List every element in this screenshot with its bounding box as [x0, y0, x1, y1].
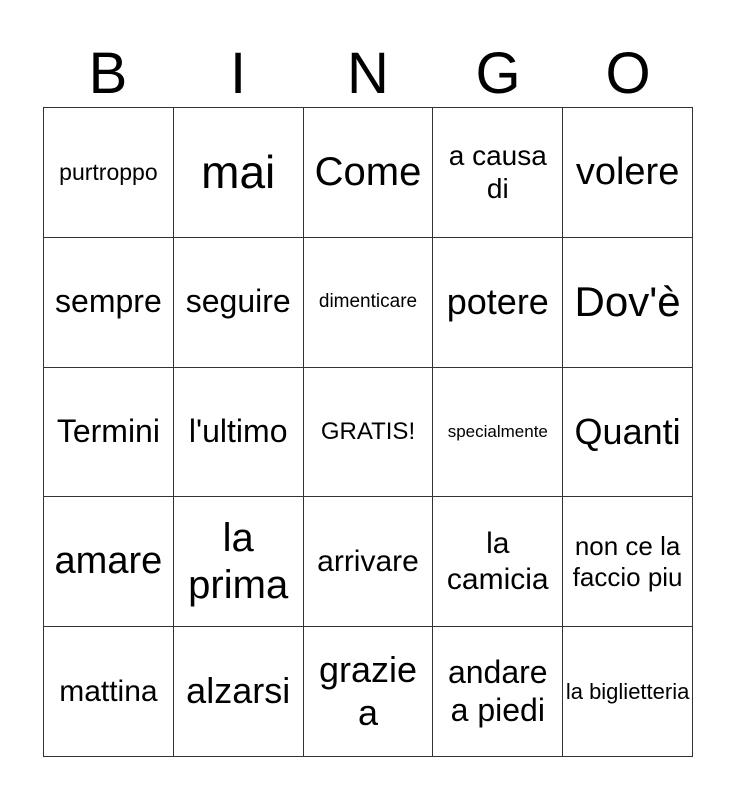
bingo-cell[interactable] [174, 627, 304, 757]
bingo-cell[interactable] [304, 627, 434, 757]
header-letter-o: O [605, 41, 651, 106]
bingo-cell[interactable] [433, 368, 563, 498]
bingo-cell[interactable] [433, 108, 563, 238]
bingo-cell-text: dimenticare [318, 290, 418, 312]
bingo-cell[interactable] [174, 238, 304, 368]
bingo-cell-text: Dov'è [574, 278, 681, 326]
bingo-cell-text: non ce la faccio piu [572, 531, 683, 592]
bingo-cell[interactable] [304, 497, 434, 627]
bingo-cell-text: a causa di [448, 140, 547, 205]
bingo-cell[interactable] [304, 368, 434, 498]
bingo-cell-text: Come [314, 149, 422, 194]
bingo-cell-text: l'ultimo [188, 413, 288, 450]
header-letter-b: B [88, 41, 128, 106]
bingo-cell-text: la biglietteria [565, 678, 690, 704]
bingo-cell[interactable] [563, 368, 693, 498]
bingo-cell-text: potere [446, 280, 549, 322]
header-letter-n: N [347, 41, 389, 106]
bingo-cell-text: Termini [56, 413, 160, 450]
bingo-cell[interactable] [563, 108, 693, 238]
bingo-cell-text: seguire [185, 283, 291, 320]
bingo-cell-text: grazie a [318, 649, 418, 733]
bingo-cell-text: specialmente [447, 421, 548, 441]
bingo-cell-text: volere [575, 150, 680, 193]
bingo-cell[interactable] [174, 368, 304, 498]
bingo-cell-text: sempre [55, 283, 162, 320]
bingo-cell[interactable] [44, 368, 174, 498]
bingo-cell[interactable] [433, 497, 563, 627]
bingo-cell-text: la camicia [446, 527, 549, 596]
bingo-cell-text: GRATIS! [320, 417, 416, 445]
bingo-cell-text: Quanti [574, 410, 681, 452]
bingo-cell-text: la prima [188, 515, 289, 607]
bingo-cell[interactable] [563, 238, 693, 368]
header-letter-i: I [229, 41, 247, 106]
bingo-cell[interactable] [44, 627, 174, 757]
bingo-cell-text: amare [54, 540, 163, 583]
bingo-cell-text: andare a piedi [447, 653, 548, 728]
bingo-cell-text: alzarsi [186, 670, 291, 712]
bingo-cell[interactable] [44, 497, 174, 627]
bingo-cell[interactable] [304, 238, 434, 368]
bingo-cell[interactable] [563, 497, 693, 627]
header-letter-g: G [475, 41, 521, 106]
bingo-cell-text: arrivare [317, 545, 419, 579]
bingo-cell-text: purtroppo [59, 158, 158, 185]
bingo-cell-text: mai [201, 146, 276, 199]
bingo-cell[interactable] [563, 627, 693, 757]
bingo-cell-text: mattina [59, 674, 158, 708]
bingo-board [43, 107, 693, 757]
bingo-cell[interactable] [174, 108, 304, 238]
bingo-cell[interactable] [174, 497, 304, 627]
bingo-cell[interactable] [44, 238, 174, 368]
bingo-header [43, 40, 693, 108]
bingo-cell[interactable] [433, 238, 563, 368]
bingo-cell[interactable] [44, 108, 174, 238]
bingo-cell[interactable] [433, 627, 563, 757]
bingo-cell[interactable] [304, 108, 434, 238]
